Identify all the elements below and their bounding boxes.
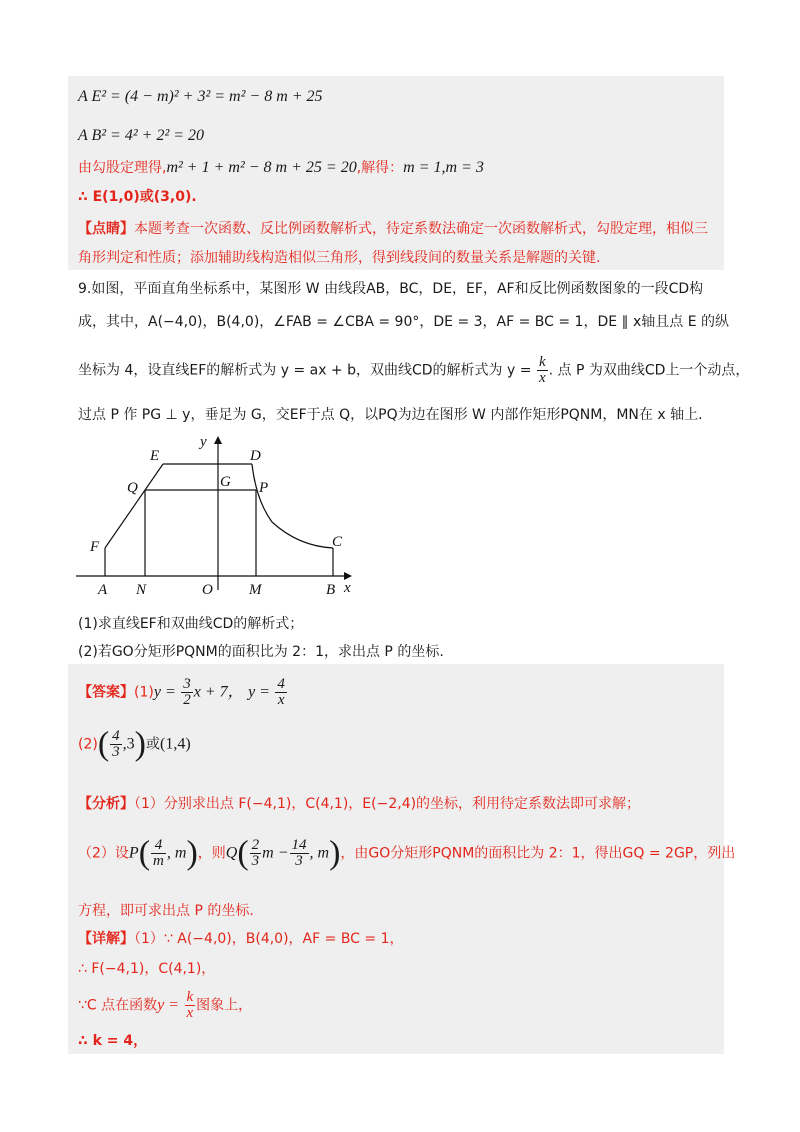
problem-line-1: 9.如图，平面直角坐标系中，某图形 W 由线段AB，BC，DE，EF，AF和反比例函数图象的一段CD构	[78, 281, 704, 297]
problem-line-3-a: 坐标为 4，设直线EF的解析式为 y = ax + b，双曲线CD的解析式为 y =	[78, 362, 532, 379]
analysis-text-1: （1）分别求出点 F(−4,1)，C(4,1)，E(−2,4)的坐标，利用待定系数法即可求解；	[134, 796, 641, 812]
answer-2-tail: ,3	[122, 735, 135, 753]
label-G: G	[220, 474, 231, 490]
answer-2-alt: (1,4)	[160, 735, 191, 753]
analysis-line-3: 方程，即可求出点 P 的坐标.	[78, 903, 254, 919]
answer-1-fraction: $\frac{3}{2}$	[183, 676, 191, 708]
analysis-2-P: P	[128, 844, 139, 862]
answer-line-1	[78, 677, 288, 708]
label-C: C	[332, 534, 343, 550]
detail-3-b: 图象上，	[196, 997, 253, 1014]
detail-3-y: y =	[157, 996, 180, 1014]
label-N: N	[136, 582, 147, 598]
label-O: O	[202, 582, 213, 598]
label-Q: Q	[127, 480, 138, 496]
pythagoras-line	[78, 157, 484, 177]
comment-text-1: 本题考查一次函数、反比例函数解析式，待定系数法确定一次函数解析式，勾股定理，相似三	[134, 221, 708, 237]
x-axis-arrow	[344, 572, 352, 580]
analysis-2-m2: , m	[309, 844, 330, 862]
answer-1-y: y =	[153, 683, 176, 701]
detail-label: 【详解】	[78, 931, 134, 947]
detail-line-1	[78, 928, 404, 948]
detail-text-1: （1）∵ A(−4,0)，B(4,0)，AF = BC = 1，	[134, 931, 404, 947]
problem-line-3-b: . 点 P 为双曲线CD上一个动点，	[548, 362, 750, 379]
analysis-2-m: , m	[166, 844, 187, 862]
analysis-2-fraction: $\frac{4}{m}$	[153, 837, 164, 869]
label-E: E	[150, 448, 160, 464]
answer-2-fraction: $\frac{4}{3}$	[112, 728, 120, 760]
answer-line-2: (2)( $\frac{4}{3}$ ,3)或(1,4)	[78, 725, 191, 763]
y-axis-arrow	[214, 436, 222, 444]
problem-line-2: 成，其中，A(−4,0)，B(4,0)，∠FAB = ∠CBA = 90°，DE = 3，AF = BC = 1，DE ∥ x轴且点 E 的纵	[78, 314, 730, 330]
pythagoras-equation: m² + 1 + m² − 8 m + 25 = 20	[166, 159, 357, 176]
question-1: (1)求直线EF和双曲线CD的解析式；	[78, 616, 304, 632]
detail-line-2: ∴ F(−4,1)，C(4,1)，	[78, 961, 216, 977]
analysis-2-minus: m −	[262, 844, 289, 862]
ab-squared-equation: A B² = 4² + 2² = 20	[78, 127, 205, 144]
analysis-2-fraction-1: $\frac{2}{3}$	[251, 837, 260, 869]
answer-1-y2: y =	[248, 683, 270, 701]
answer-label: 【答案】	[78, 684, 134, 701]
answer-1-fraction-2: $\frac{4}{x}$	[277, 676, 285, 708]
ae-squared-equation: A E² = (4 − m)² + 3² = m² − 8 m + 25	[78, 88, 323, 105]
answer-part-2: (2)	[78, 736, 98, 753]
label-y: y	[200, 434, 207, 450]
question-2: (2)若GO分矩形PQNM的面积比为 2：1，求出点 P 的坐标.	[78, 644, 444, 660]
comment-line-2: 角形判定和性质；添加辅助线构造相似三角形，得到线段间的数量关系是解题的关键.	[78, 250, 601, 266]
segment-FE	[105, 464, 163, 548]
analysis-2-c: ，由GO分矩形PQNM的面积比为 2：1，得出GQ = 2GP，列出	[340, 845, 736, 862]
problem-line-3	[78, 355, 749, 386]
problem-line-4: 过点 P 作 PG ⊥ y，垂足为 G，交EF于点 Q，以PQ为边在图形 W 内部作矩形PQNM，MN在 x 轴上.	[78, 407, 703, 423]
detail-3-fraction: $\frac{k}{x}$	[186, 989, 194, 1021]
label-P: P	[259, 480, 269, 496]
analysis-2-Q: Q	[225, 844, 238, 862]
label-x: x	[344, 580, 351, 596]
label-A: A	[98, 582, 108, 598]
answer-1-rest: x + 7，	[193, 683, 244, 701]
analysis-line-2: （2）设P( $\frac{4}{m}$ , m)，则Q( $\frac{2}{3}$ m − $\frac{14}{3}$ , m)，由GO分矩形PQNM的面积比为 2：1，得出GQ = 2GP，列出	[78, 834, 736, 872]
answer-2-or: 或	[146, 736, 160, 753]
label-D: D	[250, 448, 261, 464]
label-M: M	[249, 582, 262, 598]
pythagoras-solve: ,解得：	[356, 160, 404, 176]
comment-line-1	[78, 218, 708, 238]
analysis-2-fraction-2: $\frac{14}{3}$	[291, 837, 307, 869]
figure-diagram	[72, 430, 372, 600]
detail-3-a: ∵C 点在函数	[78, 997, 158, 1014]
analysis-line-1	[78, 793, 640, 813]
label-B: B	[326, 582, 336, 598]
comment-label: 【点睛】	[78, 221, 134, 237]
hyperbola-CD	[252, 464, 333, 548]
pythagoras-prefix: 由勾股定理得,	[78, 160, 167, 176]
pythagoras-result: m = 1,m = 3	[403, 159, 484, 176]
detail-line-4: ∴ k = 4，	[78, 1033, 148, 1049]
detail-line-3	[78, 990, 252, 1021]
analysis-2-b: ，则	[197, 845, 226, 862]
answer-part-1: (1)	[134, 684, 154, 701]
analysis-2-a: （2）设	[78, 845, 129, 862]
k-over-x-fraction: $\frac{k}{x}$	[538, 354, 546, 386]
label-F: F	[90, 539, 100, 555]
therefore-e: ∴ E(1,0)或(3,0).	[78, 189, 197, 205]
analysis-label: 【分析】	[78, 796, 134, 812]
